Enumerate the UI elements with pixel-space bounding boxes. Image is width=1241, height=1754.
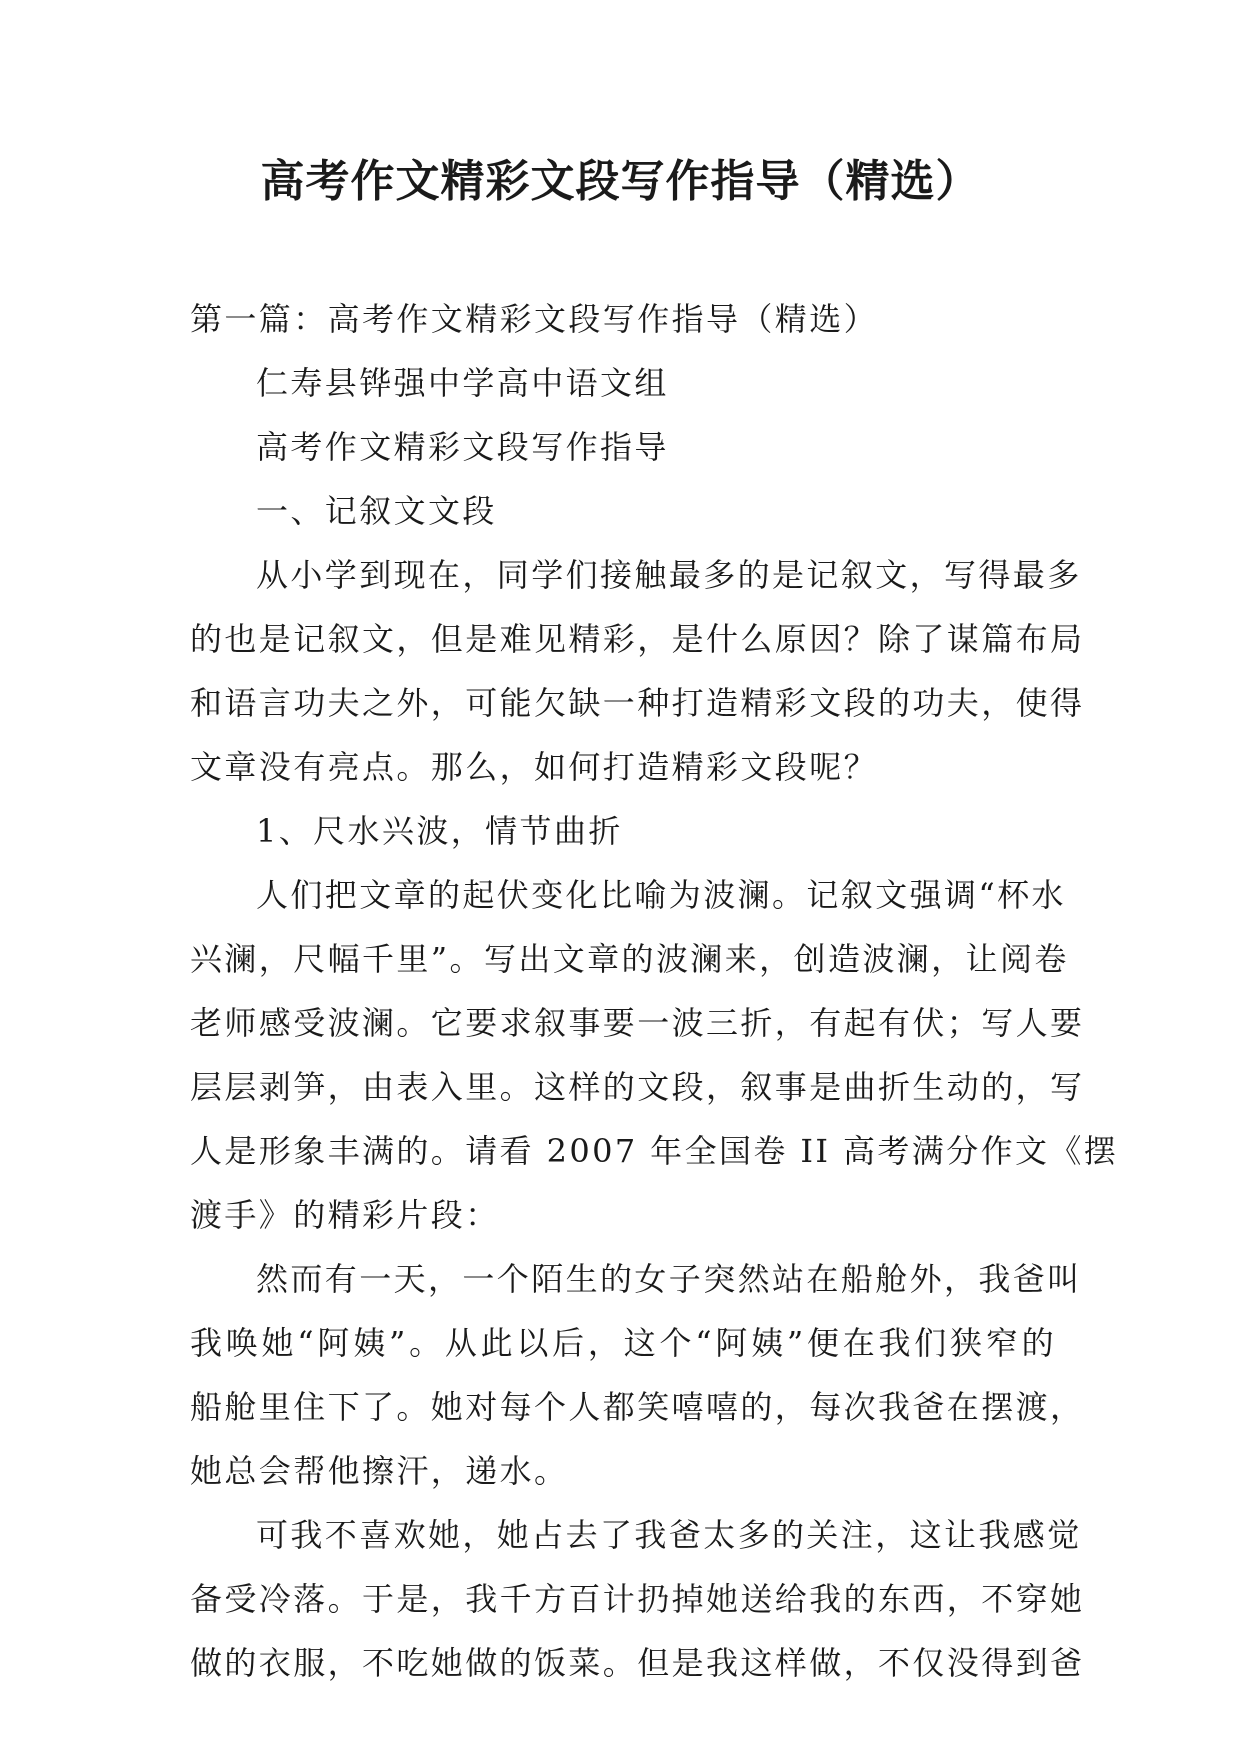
text-line: 和语言功夫之外，可能欠缺一种打造精彩文段的功夫，使得 (190, 684, 1085, 722)
text-line: 第一篇：高考作文精彩文段写作指导（精选） (190, 300, 879, 338)
text-line: 渡手》的精彩片段： (190, 1196, 500, 1234)
text-line: 我唤她“阿姨”。从此以后，这个“阿姨”便在我们狭窄的 (190, 1324, 1056, 1362)
text-line: 的也是记叙文，但是难见精彩，是什么原因？除了谋篇布局 (190, 620, 1085, 658)
text-line: 做的衣服，不吃她做的饭菜。但是我这样做，不仅没得到爸 (190, 1644, 1085, 1682)
text-line: 从小学到现在，同学们接触最多的是记叙文，写得最多 (256, 556, 1082, 594)
text-line: 仁寿县铧强中学高中语文组 (256, 364, 669, 402)
text-line: 她总会帮他擦汗，递水。 (190, 1452, 569, 1490)
text-line: 可我不喜欢她，她占去了我爸太多的关注，这让我感觉 (256, 1516, 1082, 1554)
text-line: 人是形象丰满的。请看 2007 年全国卷 II 高考满分作文《摆 (190, 1132, 1119, 1170)
text-line: 备受冷落。于是，我千方百计扔掉她送给我的东西，不穿她 (190, 1580, 1085, 1618)
text-line: 文章没有亮点。那么，如何打造精彩文段呢？ (190, 748, 879, 786)
text-line: 兴澜，尺幅千里”。写出文章的波澜来，创造波澜，让阅卷 (190, 940, 1069, 978)
text-line: 船舱里住下了。她对每个人都笑嘻嘻的，每次我爸在摆渡， (190, 1388, 1085, 1426)
text-line: 层层剥笋，由表入里。这样的文段，叙事是曲折生动的，写 (190, 1068, 1085, 1106)
text-line: 人们把文章的起伏变化比喻为波澜。记叙文强调“杯水 (256, 876, 1066, 914)
document-title: 高考作文精彩文段写作指导（精选） (260, 156, 981, 207)
document-body (190, 287, 1119, 1695)
text-line: 高考作文精彩文段写作指导 (256, 428, 669, 466)
text-line: 老师感受波澜。它要求叙事要一波三折，有起有伏；写人要 (190, 1004, 1085, 1042)
text-line: 1、尺水兴波，情节曲折 (256, 812, 623, 850)
text-line: 然而有一天，一个陌生的女子突然站在船舱外，我爸叫 (256, 1260, 1082, 1298)
text-line: 一、记叙文文段 (256, 492, 497, 530)
